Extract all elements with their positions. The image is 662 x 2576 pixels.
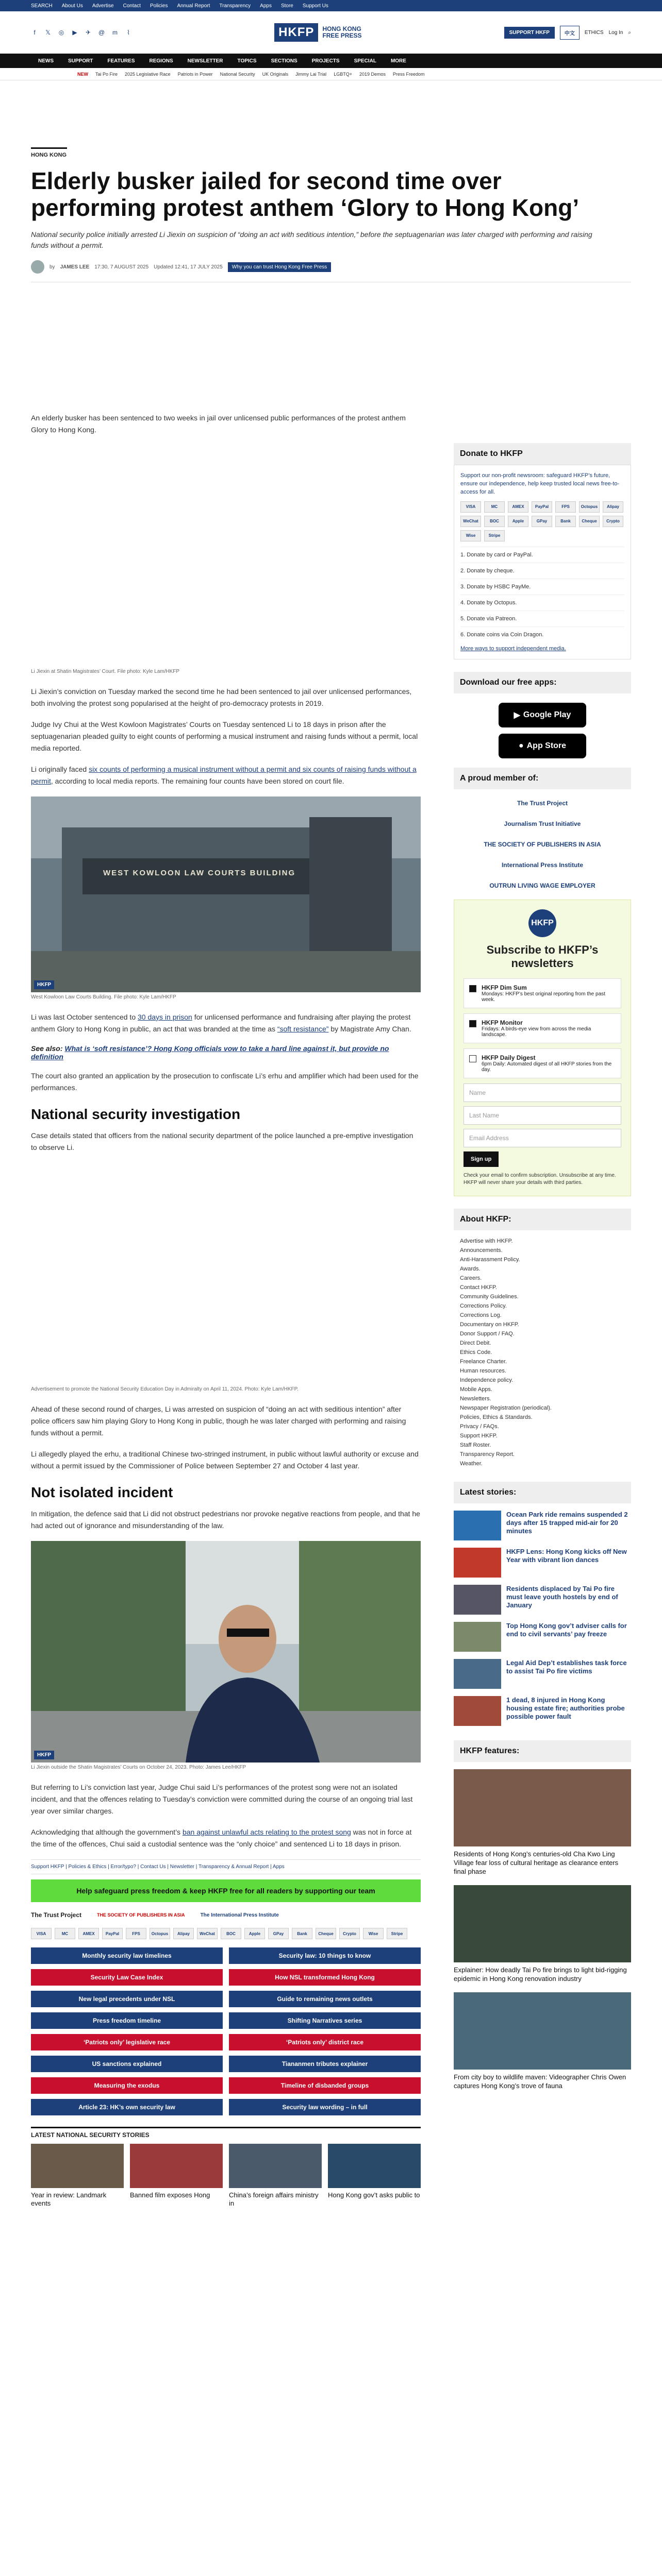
ns-story[interactable] bbox=[31, 2144, 124, 2208]
ns-guide-button[interactable]: Article 23: HK’s own security law bbox=[31, 2099, 223, 2115]
payment-logo: Cheque bbox=[316, 1928, 336, 1939]
telegram-icon[interactable]: ✈ bbox=[85, 29, 91, 36]
paragraph: Li allegedly played the erhu, a traditional Chinese two-stringed instrument, in public without lawful authority or excuse and without a permit issued by the Commissioner of Police between September 27 and October 4 last year. bbox=[31, 1450, 419, 1470]
ns-story[interactable] bbox=[328, 2144, 421, 2208]
footer-badges bbox=[31, 1911, 421, 1919]
masthead-actions bbox=[504, 26, 631, 40]
donate-box bbox=[454, 465, 631, 659]
sub-nav bbox=[0, 68, 662, 80]
about-link[interactable]: Weather. bbox=[460, 1461, 483, 1467]
donate-title: Donate to HKFP bbox=[454, 443, 631, 465]
about-link[interactable]: Careers. bbox=[460, 1275, 482, 1281]
soft-resistance-link[interactable]: “soft resistance” bbox=[277, 1025, 329, 1033]
newsletter-name: HKFP Dim Sum bbox=[482, 984, 527, 991]
photo-caption: West Kowloon Law Courts Building. File photo: Kyle Lam/HKFP bbox=[31, 994, 176, 1000]
logo-wordmark bbox=[322, 26, 361, 39]
ns-guide-buttons bbox=[31, 1947, 421, 2115]
subnav-item[interactable]: 2025 Legislative Race bbox=[125, 71, 171, 77]
ns-guide-button[interactable]: Timeline of disbanded groups bbox=[229, 2077, 421, 2094]
latest-item[interactable] bbox=[454, 1622, 631, 1652]
facebook-icon[interactable]: f bbox=[34, 29, 36, 36]
latest-thumb bbox=[454, 1585, 501, 1615]
about-link[interactable]: Advertise with HKFP. bbox=[460, 1238, 513, 1244]
about-link[interactable]: Contact HKFP. bbox=[460, 1284, 497, 1291]
about-link[interactable]: Corrections Log. bbox=[460, 1312, 502, 1318]
newsletter-field[interactable]: Name bbox=[464, 1083, 621, 1102]
subnav-item[interactable]: Tai Po Fire bbox=[95, 71, 118, 77]
paragraph-text: Li originally faced bbox=[31, 765, 87, 773]
court-building-art bbox=[31, 796, 421, 992]
subnav-item[interactable]: Press Freedom bbox=[392, 71, 425, 77]
newsletter-options bbox=[464, 978, 621, 1078]
ns-story[interactable] bbox=[130, 2144, 223, 2208]
latest-item[interactable] bbox=[454, 1696, 631, 1726]
latest-headline[interactable]: Ocean Park ride remains suspended 2 days after 15 trapped mid-air for 20 minutes bbox=[506, 1511, 628, 1535]
latest-thumb bbox=[454, 1659, 501, 1689]
ns-guide-button[interactable]: Shifting Narratives series bbox=[229, 2012, 421, 2029]
newsletter-box bbox=[454, 900, 631, 1196]
payment-logo: Wise bbox=[363, 1928, 384, 1939]
payment-logo: Octopus bbox=[579, 501, 600, 513]
nav-item[interactable]: REGIONS bbox=[149, 58, 173, 64]
about-link[interactable]: Donor Support / FAQ. bbox=[460, 1331, 515, 1337]
article-title: Elderly busker jailed for second time over performing protest anthem ‘Glory to Hong Kong’ bbox=[31, 167, 580, 221]
member-logos bbox=[454, 789, 631, 900]
latest-title: Latest stories: bbox=[454, 1482, 631, 1503]
latest-item[interactable] bbox=[454, 1585, 631, 1615]
section-heading: Not isolated incident bbox=[31, 1484, 173, 1500]
payment-logo: GPay bbox=[268, 1928, 289, 1939]
ns-guide-button[interactable]: Monthly security law timelines bbox=[31, 1947, 223, 1964]
byline bbox=[31, 260, 631, 282]
support-hkfp-button[interactable]: SUPPORT HKFP bbox=[504, 27, 555, 39]
sidebar bbox=[454, 443, 631, 2107]
payment-logo: AMEX bbox=[78, 1928, 99, 1939]
see-also-link[interactable]: What is ‘soft resistance’? Hong Kong officials vow to take a hard line against it, but provide no definition bbox=[31, 1044, 389, 1061]
about-link[interactable]: Newsletters. bbox=[460, 1396, 491, 1402]
apple-icon: ● bbox=[518, 741, 524, 750]
nav-item[interactable]: NEWS bbox=[38, 58, 54, 64]
article-dek: National security police initially arrested Li Jiexin on suspicion of “doing an act with seditious intention,” before the septuagenarian was later charged with performing and raising funds without a permit. bbox=[31, 230, 592, 249]
payment-logo: Stripe bbox=[484, 530, 505, 541]
feature-item[interactable] bbox=[454, 1885, 631, 1983]
latest-item[interactable] bbox=[454, 1548, 631, 1578]
newsletter-checkbox[interactable] bbox=[469, 985, 476, 992]
nav-item[interactable]: TOPICS bbox=[237, 58, 257, 64]
sopa-badge[interactable]: THE SOCIETY OF PUBLISHERS IN ASIA bbox=[97, 1912, 185, 1918]
about-link[interactable]: Policies, Ethics & Standards. bbox=[460, 1414, 533, 1420]
subnav-item[interactable]: 2019 Demos bbox=[359, 71, 386, 77]
newsletter-logo: HKFP bbox=[528, 909, 556, 937]
payment-logo: MC bbox=[55, 1928, 75, 1939]
feature-headline[interactable]: Residents of Hong Kong’s centuries-old Cha Kwo Ling Village fear loss of cultural heritage as clearance enters final phase bbox=[454, 1850, 619, 1875]
payment-logo: BOC bbox=[484, 516, 505, 527]
nav-item[interactable]: SUPPORT bbox=[68, 58, 93, 64]
paragraph: Li Jiexin’s conviction on Tuesday marked the second time he had been sentenced to jail over unlicensed performances, both involving the protest song popularised at the height of pro-democracy protests in 2019. bbox=[31, 687, 412, 707]
payment-logo: Cheque bbox=[579, 516, 600, 527]
donate-option[interactable]: 2. Donate by cheque. bbox=[460, 563, 624, 579]
google-play-button[interactable] bbox=[499, 703, 586, 727]
newsletter-desc: Fridays: A birds-eye view from across the media landscape. bbox=[482, 1026, 591, 1038]
play-icon: ▶ bbox=[514, 711, 520, 720]
paragraph-text: for unlicensed performance and fundraising after playing the protest anthem Glory to Hong Kong in public, an act that was branded at the time as bbox=[31, 1013, 411, 1033]
about-link[interactable]: Awards. bbox=[460, 1266, 481, 1272]
payment-logo: PayPal bbox=[102, 1928, 123, 1939]
payment-logo: Alipay bbox=[173, 1928, 194, 1939]
ns-story-thumb bbox=[229, 2144, 322, 2188]
sentence-link[interactable]: 30 days in prison bbox=[138, 1013, 192, 1021]
about-link[interactable]: Independence policy. bbox=[460, 1377, 514, 1383]
payment-logo: VISA bbox=[31, 1928, 52, 1939]
about-link[interactable]: Ethics Code. bbox=[460, 1349, 492, 1355]
about-link[interactable]: Support HKFP. bbox=[460, 1433, 498, 1439]
payment-logo: Bank bbox=[292, 1928, 312, 1939]
topbar-link[interactable]: Contact bbox=[123, 3, 141, 9]
ns-guide-button[interactable]: ‘Patriots only’ district race bbox=[229, 2034, 421, 2050]
about-title: About HKFP: bbox=[454, 1209, 631, 1230]
ns-story-thumb bbox=[130, 2144, 223, 2188]
subnav-item[interactable]: LGBTQ+ bbox=[334, 71, 352, 77]
payment-logo: Alipay bbox=[603, 501, 623, 513]
latest-headline[interactable]: HKFP Lens: Hong Kong kicks off New Year with vibrant lion dances bbox=[506, 1548, 627, 1564]
logo-mark: HKFP bbox=[274, 23, 318, 42]
rss-icon[interactable]: ⌇ bbox=[127, 29, 130, 36]
topbar-link[interactable]: SEARCH bbox=[31, 3, 53, 9]
support-banner[interactable]: Help safeguard press freedom & keep HKFP free for all readers by supporting our team bbox=[31, 1879, 421, 1902]
paragraph-text: Acknowledging that although the government’s bbox=[31, 1828, 181, 1836]
photo-caption: Li Jiexin at Shatin Magistrates’ Court. File photo: Kyle Lam/HKFP bbox=[31, 669, 180, 674]
ns-story-title[interactable]: Hong Kong gov’t asks public to bbox=[328, 2191, 420, 2199]
member-logo[interactable]: International Press Institute bbox=[501, 861, 584, 869]
donate-list bbox=[460, 547, 624, 642]
payment-logo: WeChat bbox=[197, 1928, 218, 1939]
article-header bbox=[31, 134, 631, 282]
trust-project-badge[interactable]: The Trust Project bbox=[31, 1911, 82, 1919]
court-building-photo bbox=[31, 796, 421, 992]
ns-stories bbox=[31, 2144, 421, 2208]
ban-link[interactable]: ban against unlawful acts relating to the protest song bbox=[182, 1828, 351, 1836]
article-body bbox=[31, 412, 421, 2208]
payment-logo: MC bbox=[484, 501, 505, 513]
busker-photo-art bbox=[31, 445, 421, 667]
payment-logo: Stripe bbox=[387, 1928, 407, 1939]
latest-headline[interactable]: 1 dead, 8 injured in Hong Kong housing estate fire; authorities probe possible power fault bbox=[506, 1696, 625, 1720]
payment-logo: Crypto bbox=[603, 516, 623, 527]
about-link[interactable]: Corrections Policy. bbox=[460, 1303, 507, 1309]
payment-logo: WeChat bbox=[460, 516, 481, 527]
donate-option[interactable]: 6. Donate coins via Coin Dragon. bbox=[460, 626, 624, 642]
newsletter-option[interactable] bbox=[464, 1048, 621, 1078]
main-nav bbox=[0, 54, 662, 68]
latest-list bbox=[454, 1503, 631, 1740]
member-logo[interactable]: The Trust Project bbox=[517, 800, 568, 807]
donate-option[interactable]: 1. Donate by card or PayPal. bbox=[460, 547, 624, 563]
paragraph bbox=[31, 764, 421, 787]
li-jiexin-photo bbox=[31, 1541, 421, 1762]
paragraph-text: , according to local media reports. The remaining four counts have been stored on court file. bbox=[51, 777, 344, 785]
ns-guide-button[interactable]: Guide to remaining news outlets bbox=[229, 1991, 421, 2007]
donate-option[interactable]: 5. Donate via Patreon. bbox=[460, 611, 624, 626]
section-heading: National security investigation bbox=[31, 1106, 241, 1122]
feature-item[interactable] bbox=[454, 1992, 631, 2090]
about-link[interactable]: Staff Roster. bbox=[460, 1442, 491, 1448]
payment-logo: AMEX bbox=[508, 501, 528, 513]
newsletter-option[interactable] bbox=[464, 1013, 621, 1043]
ns-guide-button[interactable]: US sanctions explained bbox=[31, 2056, 223, 2072]
member-logo[interactable]: THE SOCIETY OF PUBLISHERS IN ASIA bbox=[484, 841, 601, 848]
topbar-link[interactable]: Advertise bbox=[92, 3, 114, 9]
nav-item[interactable]: FEATURES bbox=[107, 58, 135, 64]
donate-option[interactable]: 3. Donate by HSBC PayMe. bbox=[460, 579, 624, 595]
about-link[interactable]: Community Guidelines. bbox=[460, 1294, 519, 1300]
ns-story-title[interactable]: China’s foreign affairs ministry in bbox=[229, 2191, 319, 2207]
ns-guide-button[interactable]: Measuring the exodus bbox=[31, 2077, 223, 2094]
nav-item[interactable]: SPECIAL bbox=[354, 58, 376, 64]
topbar-link[interactable]: Policies bbox=[150, 3, 168, 9]
language-button[interactable]: 中文 bbox=[560, 26, 580, 40]
about-link[interactable]: Direct Debit. bbox=[460, 1340, 491, 1346]
ns-story-title[interactable]: Year in review: Landmark events bbox=[31, 2191, 107, 2207]
newsletter-field[interactable]: Last Name bbox=[464, 1106, 621, 1125]
charges-link[interactable]: six counts of performing a musical instrument without a permit and six counts of raising funds without a permit bbox=[31, 765, 417, 785]
latest-thumb bbox=[454, 1696, 501, 1726]
apps-title: Download our free apps: bbox=[454, 672, 631, 693]
ns-section-title: LATEST NATIONAL SECURITY STORIES bbox=[31, 2127, 421, 2139]
subnav-item[interactable]: Patriots in Power bbox=[177, 71, 213, 77]
about-link[interactable]: Transparency Report. bbox=[460, 1451, 515, 1458]
masthead bbox=[0, 11, 662, 54]
subnav-item[interactable]: Jimmy Lai Trial bbox=[295, 71, 327, 77]
latest-thumb bbox=[454, 1548, 501, 1578]
see-also-label: See also: bbox=[31, 1044, 63, 1053]
newsletter-name: HKFP Monitor bbox=[482, 1019, 523, 1026]
payment-logos bbox=[31, 1928, 421, 1939]
subnav-item[interactable]: National Security bbox=[220, 71, 255, 77]
more-ways-link[interactable]: More ways to support independent media. bbox=[460, 646, 566, 652]
member-logo[interactable]: OUTRUN LIVING WAGE EMPLOYER bbox=[489, 882, 595, 889]
youtube-icon[interactable]: ▶ bbox=[72, 29, 77, 36]
payment-logo: Bank bbox=[555, 516, 576, 527]
newsletter-fields bbox=[464, 1083, 621, 1147]
twitter-icon[interactable]: 𝕏 bbox=[45, 29, 51, 36]
latest-headline[interactable]: Legal Aid Dep’t establishes task force to assist Tai Po fire victims bbox=[506, 1659, 627, 1675]
payment-logo: Crypto bbox=[339, 1928, 360, 1939]
search-icon[interactable]: ⌕ bbox=[628, 29, 631, 36]
newsletter-field[interactable]: Email Address bbox=[464, 1129, 621, 1147]
donate-option[interactable]: 4. Donate by Octopus. bbox=[460, 595, 624, 611]
site-logo[interactable] bbox=[274, 23, 361, 42]
feature-item[interactable] bbox=[454, 1769, 631, 1876]
topbar-link[interactable]: Store bbox=[280, 3, 293, 9]
about-link[interactable]: Newspaper Registration (periodical). bbox=[460, 1405, 552, 1411]
photo-caption: Li Jiexin outside the Shatin Magistrates’ Courts on October 24, 2023. Photo: James Lee/HKFP bbox=[31, 1765, 246, 1770]
about-link[interactable]: Documentary on HKFP. bbox=[460, 1321, 519, 1328]
building-sign: WEST KOWLOON LAW COURTS BUILDING bbox=[103, 869, 296, 877]
subnav-new: NEW bbox=[77, 71, 88, 77]
member-logo[interactable]: Journalism Trust Initiative bbox=[504, 820, 581, 827]
ns-story-title[interactable]: Banned film exposes Hong bbox=[130, 2191, 210, 2199]
byline-by: by bbox=[49, 264, 55, 270]
instagram-icon[interactable]: ◎ bbox=[58, 29, 64, 36]
signup-button[interactable]: Sign up bbox=[464, 1151, 499, 1167]
nav-item[interactable]: SECTIONS bbox=[271, 58, 297, 64]
about-link[interactable]: Privacy / FAQs. bbox=[460, 1423, 499, 1430]
latest-headline[interactable]: Top Hong Kong gov’t adviser calls for end to civil servants’ pay freeze bbox=[506, 1622, 627, 1638]
li-jiexin-art bbox=[31, 1541, 421, 1762]
ns-story-thumb bbox=[328, 2144, 421, 2188]
latest-item[interactable] bbox=[454, 1659, 631, 1689]
ns-guide-button[interactable]: New legal precedents under NSL bbox=[31, 1991, 223, 2007]
apps bbox=[454, 693, 631, 768]
topbar-link[interactable]: Transparency bbox=[219, 3, 251, 9]
latest-thumb bbox=[454, 1622, 501, 1652]
topbar-link[interactable]: About Us bbox=[61, 3, 83, 9]
paragraph: Ahead of these second round of charges, Li was arrested on suspicion of “doing an act with seditious intention” after police officers saw him playing Glory to Hong Kong in public, though he was later charged with performing and raising funds without a permit. bbox=[31, 1405, 406, 1437]
about-link[interactable]: Freelance Charter. bbox=[460, 1359, 507, 1365]
topbar-link[interactable]: Annual Report bbox=[177, 3, 210, 9]
nsl-ad-photo bbox=[31, 1163, 421, 1384]
paragraph: In mitigation, the defence said that Li did not obstruct pedestrians nor provoke negative reactions from people, and that he had acted out of ignorance and misunderstanding of the law. bbox=[31, 1510, 420, 1530]
payment-logo: PayPal bbox=[532, 501, 552, 513]
features-title: HKFP features: bbox=[454, 1740, 631, 1762]
ns-guide-button[interactable]: Security law wording – in full bbox=[229, 2099, 421, 2115]
feature-image bbox=[454, 1769, 631, 1846]
topbar-link[interactable]: Support Us bbox=[302, 3, 328, 9]
app-store-button[interactable] bbox=[499, 734, 586, 758]
subnav-item[interactable]: UK Originals bbox=[262, 71, 289, 77]
hkfp-watermark: HKFP bbox=[34, 1751, 54, 1759]
feature-image bbox=[454, 1885, 631, 1962]
ns-guide-button[interactable]: Security law: 10 things to know bbox=[229, 1947, 421, 1964]
about-link[interactable]: Announcements. bbox=[460, 1247, 503, 1253]
logo-line-1: HONG KONG bbox=[322, 25, 361, 32]
payment-logo: BOC bbox=[221, 1928, 241, 1939]
author-name[interactable]: JAMES LEE bbox=[60, 264, 90, 270]
ns-guide-button[interactable]: Press freedom timeline bbox=[31, 2012, 223, 2029]
trust-link[interactable]: Why you can trust Hong Kong Free Press bbox=[228, 262, 332, 272]
paragraph: But referring to Li’s conviction last year, Judge Chui said Li’s performances of the protest song were not an isolated incident, and that the offences relating to Tuesday’s conviction were committed during the course of an ongoing trial last year over similar charges. bbox=[31, 1783, 413, 1815]
feature-headline[interactable]: Explainer: How deadly Tai Po fire brings to light bid-rigging epidemic in Hong Kong renovation industry bbox=[454, 1966, 627, 1982]
about-list bbox=[454, 1230, 631, 1475]
newsletter-desc: Mondays: HKFP’s best original reporting from the past week. bbox=[482, 991, 605, 1003]
feature-image bbox=[454, 1992, 631, 2070]
nav-item[interactable]: PROJECTS bbox=[311, 58, 340, 64]
donate-text[interactable]: Support our non-profit newsroom: safeguard HKFP’s future, ensure our independence, help keep trusted local news free-to-access for all. bbox=[460, 472, 620, 495]
latest-thumb bbox=[454, 1511, 501, 1540]
threads-icon[interactable]: @ bbox=[98, 29, 105, 36]
payment-logo: VISA bbox=[460, 501, 481, 513]
payment-logo: FPS bbox=[555, 501, 576, 513]
nav-item[interactable]: MORE bbox=[390, 58, 406, 64]
newsletter-option[interactable] bbox=[464, 978, 621, 1008]
app-store-label: App Store bbox=[526, 741, 567, 750]
ns-guide-button[interactable]: ‘Patriots only’ legislative race bbox=[31, 2034, 223, 2050]
paragraph-text: Li was last October sentenced to bbox=[31, 1013, 136, 1021]
ns-guide-button[interactable]: Tiananmen tributes explainer bbox=[229, 2056, 421, 2072]
mastodon-icon[interactable]: m bbox=[112, 29, 118, 36]
about-link[interactable]: Anti-Harassment Policy. bbox=[460, 1257, 520, 1263]
newsletter-desc: 6pm Daily: Automated digest of all HKFP stories from the day. bbox=[482, 1061, 612, 1073]
ns-story[interactable] bbox=[229, 2144, 322, 2208]
newsletter-checkbox[interactable] bbox=[469, 1020, 476, 1027]
payment-logo: FPS bbox=[126, 1928, 146, 1939]
newsletter-checkbox[interactable] bbox=[469, 1055, 476, 1062]
published-date: 17:30, 7 AUGUST 2025 bbox=[94, 264, 149, 270]
payment-logo: Apple bbox=[508, 516, 528, 527]
logo-line-2: FREE PRESS bbox=[322, 32, 362, 39]
payment-logos bbox=[460, 501, 624, 541]
footer-links[interactable]: Support HKFP | Policies & Ethics | Error/typo? | Contact Us | Newsletter | Transparency & Annual Report | Apps bbox=[31, 1859, 421, 1874]
topbar-link[interactable]: Apps bbox=[260, 3, 272, 9]
newsletter-title: Subscribe to HKFP’s newsletters bbox=[486, 943, 599, 970]
newsletter-name: HKFP Daily Digest bbox=[482, 1054, 536, 1061]
updated-date: Updated 12:41, 17 JULY 2025 bbox=[154, 264, 223, 270]
paragraph bbox=[31, 1011, 421, 1035]
ns-guide-button[interactable]: How NSL transformed Hong Kong bbox=[229, 1969, 421, 1986]
payment-logo: Wise bbox=[460, 530, 481, 541]
paragraph: Case details stated that officers from the national security department of the police launched a pre-emptive investigation to observe Li. bbox=[31, 1131, 413, 1151]
features-list bbox=[454, 1762, 631, 2107]
top-utility-bar bbox=[0, 0, 662, 11]
payment-logo: Apple bbox=[244, 1928, 265, 1939]
paragraph: The court also granted an application by the prosecution to confiscate Li’s erhu and amplifier which had been used for the performances. bbox=[31, 1072, 419, 1092]
paragraph bbox=[31, 1826, 421, 1850]
member-title: A proud member of: bbox=[454, 768, 631, 789]
google-play-label: Google Play bbox=[523, 710, 571, 719]
article-kicker[interactable]: HONG KONG bbox=[31, 147, 67, 158]
latest-headline[interactable]: Residents displaced by Tai Po fire must leave youth hostels by end of January bbox=[506, 1585, 618, 1609]
photo-caption: Advertisement to promote the National Security Education Day in Admiralty on April 11, 2024. Photo: Kyle Lam/HKFP. bbox=[31, 1386, 299, 1392]
paragraph-text: by Magistrate Amy Chan. bbox=[330, 1025, 411, 1033]
busker-photo bbox=[31, 445, 421, 667]
about-link[interactable]: Human resources. bbox=[460, 1368, 506, 1374]
ethics-link[interactable]: ETHICS bbox=[584, 29, 604, 36]
payment-logo: GPay bbox=[532, 516, 552, 527]
feature-headline[interactable]: From city boy to wildlife maven: Videographer Chris Owen captures Hong Kong’s trove of fauna bbox=[454, 2073, 626, 2090]
about-link[interactable]: Mobile Apps. bbox=[460, 1386, 492, 1393]
ns-story-thumb bbox=[31, 2144, 124, 2188]
author-avatar bbox=[31, 260, 44, 274]
newsletter-note: Check your email to confirm subscription. Unsubscribe at any time. HKFP will never share your details with third parties. bbox=[464, 1173, 616, 1185]
social-links bbox=[31, 29, 132, 36]
paragraph: Judge Ivy Chui at the West Kowloon Magistrates’ Courts on Tuesday sentenced Li to 18 days in prison after the septuagenarian pleaded guilty to eight counts of performing a musical instrument and raising funds without a permit, local media reported. bbox=[31, 720, 418, 752]
see-also bbox=[31, 1044, 421, 1061]
paragraph: An elderly busker has been sentenced to two weeks in jail over unlicensed public performances of the protest anthem Glory to Hong Kong. bbox=[31, 414, 406, 434]
payment-logo: Octopus bbox=[150, 1928, 170, 1939]
ns-guide-button[interactable]: Security Law Case Index bbox=[31, 1969, 223, 1986]
login-link[interactable]: Log In bbox=[608, 29, 623, 36]
paragraph-text: was not in force at the time of the offences, Chui said a custodial sentence was the “only choice” and sentenced Li to 18 days in prison. bbox=[31, 1828, 412, 1848]
nav-item[interactable]: NEWSLETTER bbox=[187, 58, 223, 64]
latest-item[interactable] bbox=[454, 1511, 631, 1540]
ipi-badge[interactable]: The International Press Institute bbox=[200, 1912, 279, 1918]
hkfp-watermark: HKFP bbox=[34, 980, 54, 989]
